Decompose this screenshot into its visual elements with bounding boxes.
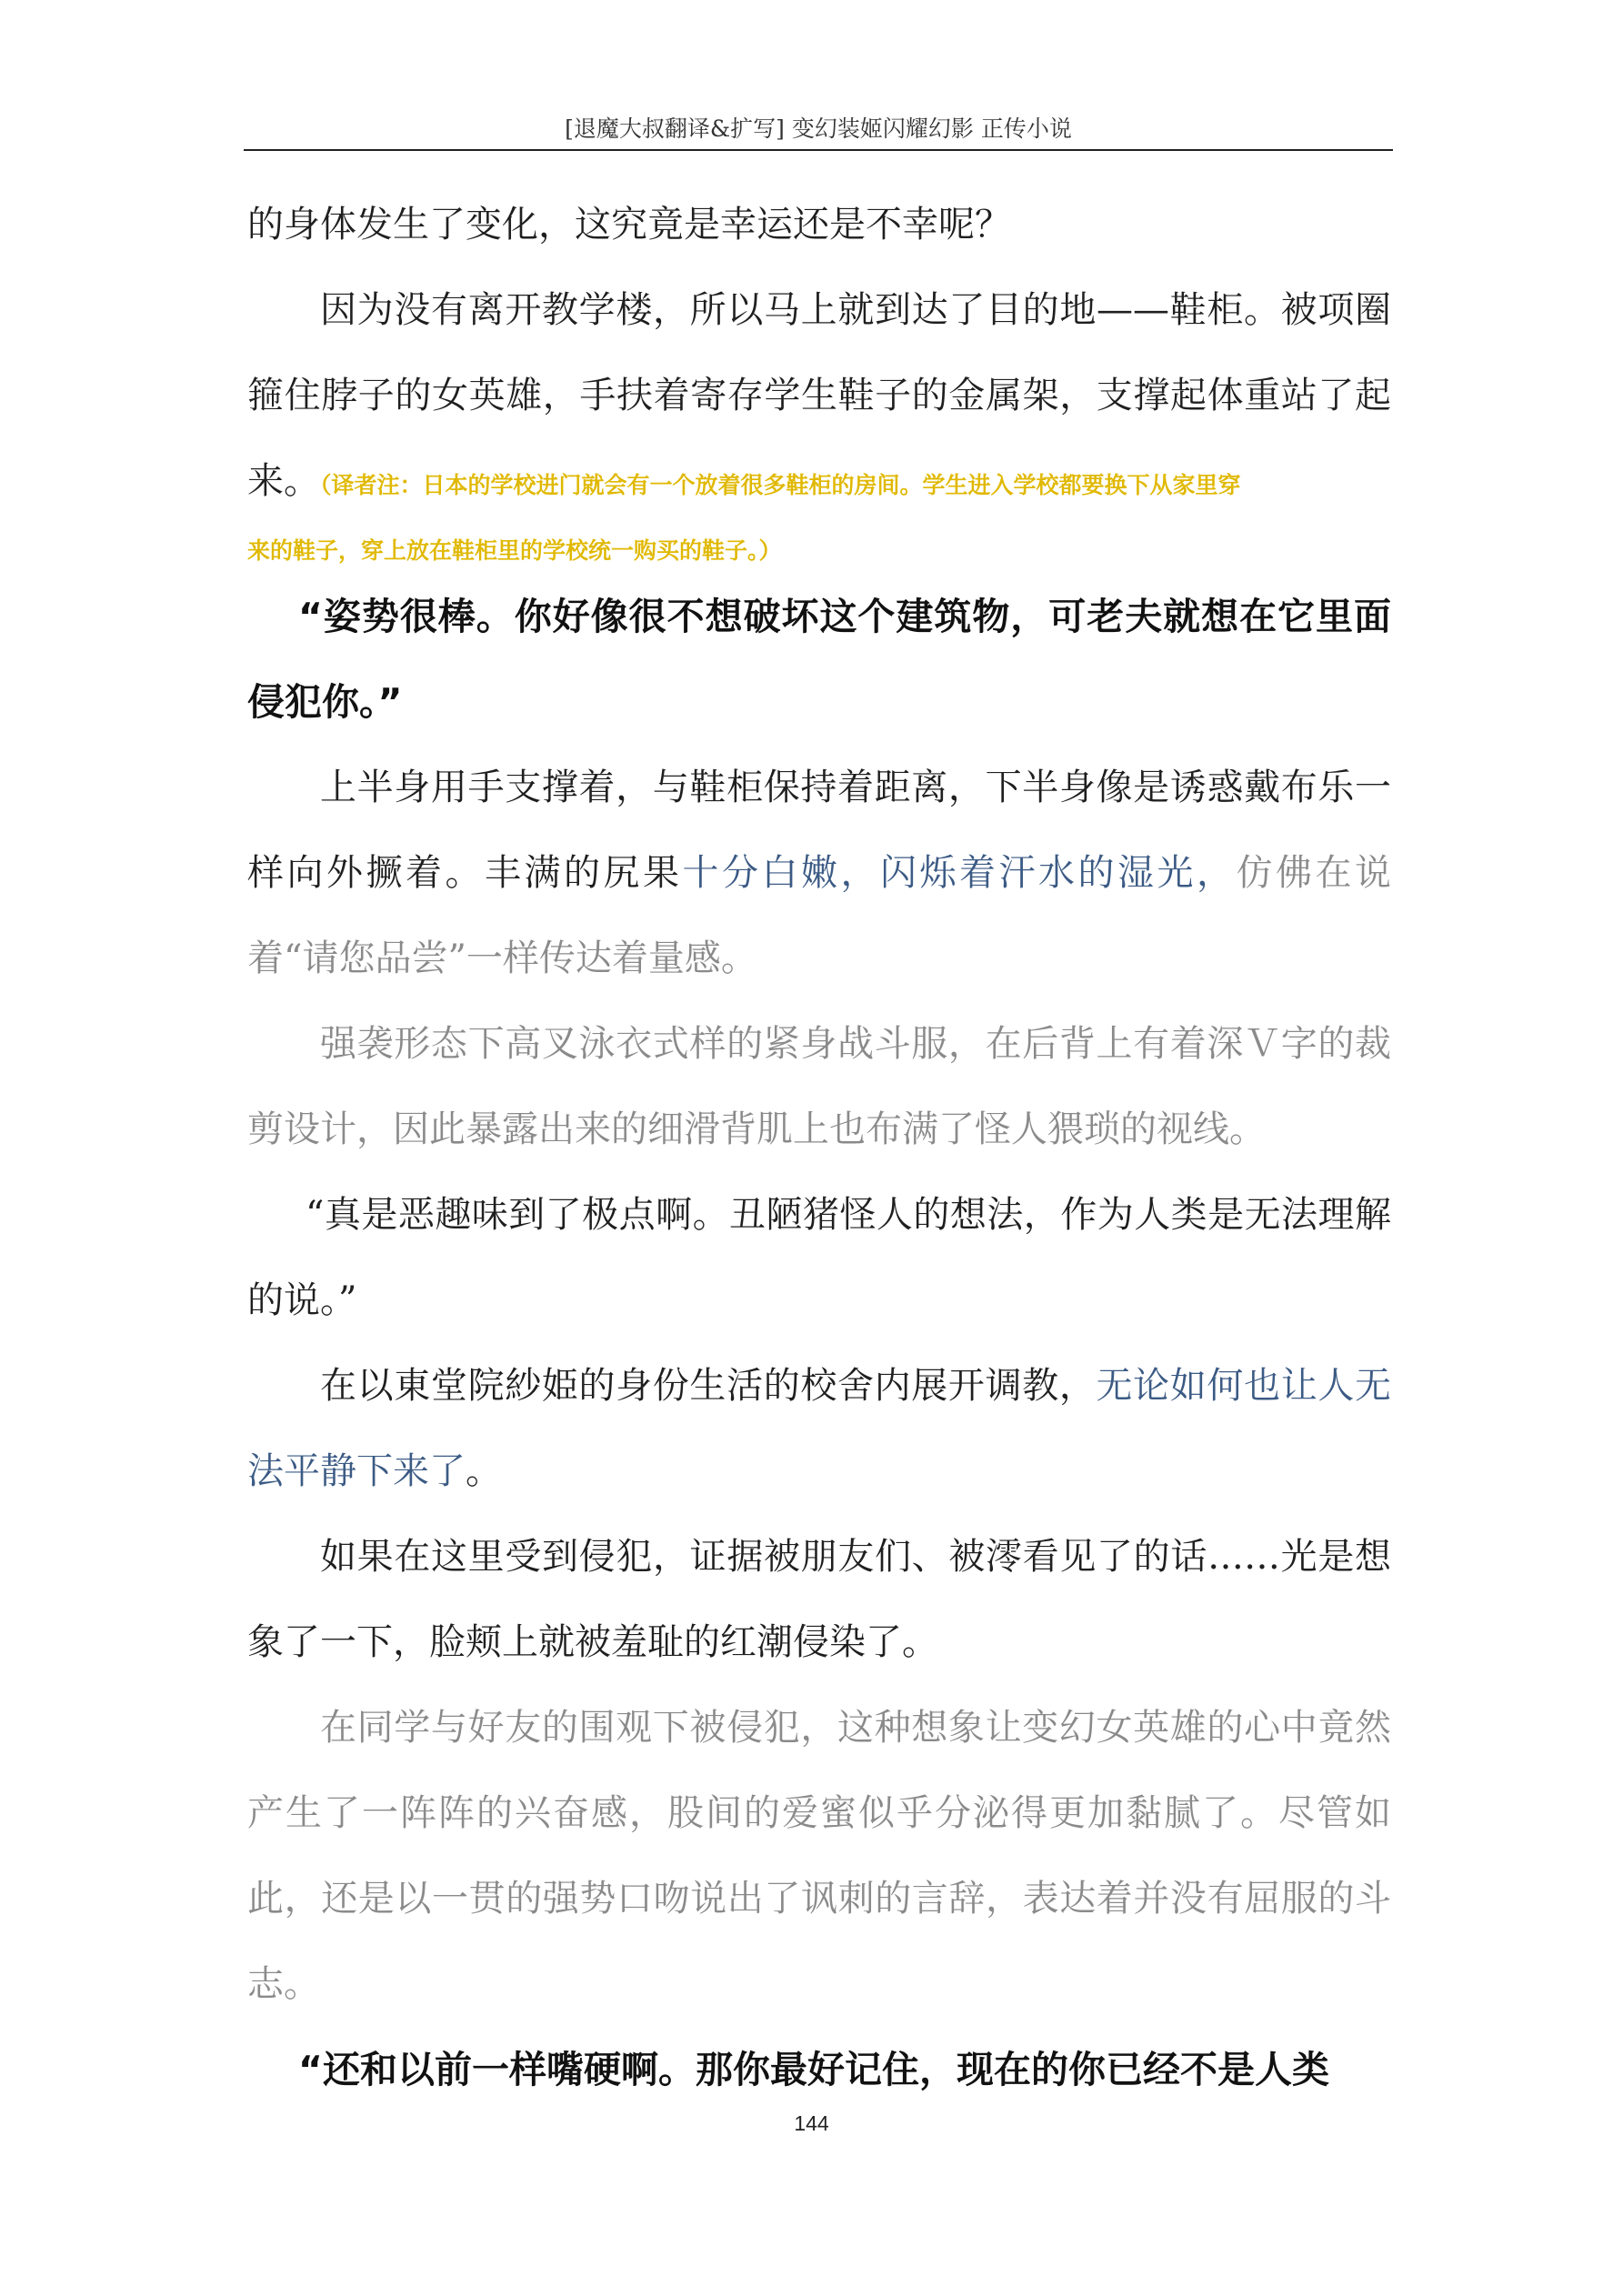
paragraph-7-text-a: 在以東堂院紗姫的身份生活的校舍内展开调教， xyxy=(320,1365,1097,1407)
paragraph-7-highlight: 无论如何也让人无法平静下来了 xyxy=(247,1365,1391,1492)
translator-note-line-2: 来的鞋子，穿上放在鞋柜里的学校统一购买的鞋子。） xyxy=(247,537,782,564)
paragraph-4 xyxy=(247,745,1391,1001)
paragraph-4-text-a: 上半身用手支撑着，与鞋柜保持着距离，下半身像是诱惑戴布乐一样向外撅着。丰满的尻果 xyxy=(247,767,1391,894)
paragraph-7 xyxy=(247,1343,1391,1514)
document-body xyxy=(247,182,1391,2112)
paragraph-10-quote: “还和以前一样嘴硬啊。那你最好记住，现在的你已经不是人类 xyxy=(298,2048,1329,2091)
paragraph-2 xyxy=(247,267,1391,528)
paragraph-4-highlight: 十分白嫩，闪烁着汗水的湿光， xyxy=(682,852,1237,894)
paragraph-2-text: 因为没有离开教学楼，所以马上就到达了目的地——鞋柜。被项圈箍住脖子的女英雄，手扶着寄存学生鞋子的金属架，支撑起体重站了起来。 xyxy=(247,289,1391,502)
paragraph-6: “真是恶趣味到了极点啊。丑陋猪怪人的想法，作为人类是无法理解的说。” xyxy=(247,1194,1391,1321)
running-header: [退魔大叔翻译&扩写] 变幻装姬闪耀幻影 正传小说 xyxy=(565,115,1072,142)
header-divider xyxy=(244,149,1393,151)
paragraph-7-text-c: 。 xyxy=(466,1450,502,1492)
paragraph-5: 强袭形态下高叉泳衣式样的紧身战斗服，在后背上有着深Ｖ字的裁剪设计，因此暴露出来的细滑背肌上也布满了怪人猥琐的视线。 xyxy=(247,1023,1391,1150)
paragraph-1: 的身体发生了变化，这究竟是幸运还是不幸呢？ xyxy=(247,204,1011,246)
paragraph-9: 在同学与好友的围观下被侵犯，这种想象让变幻女英雄的心中竟然产生了一阵阵的兴奋感，股间的爱蜜似乎分泌得更加黏腻了。尽管如此，还是以一贯的强势口吻说出了讽刺的言辞，表达着并没有屈服的斗志。 xyxy=(247,1707,1391,2005)
translator-note-line-1: （译者注：日本的学校进门就会有一个放着很多鞋柜的房间。学生进入学校都要换下从家里穿 xyxy=(320,472,1241,498)
paragraph-4-text-c: 仿佛在说着“请您品尝”一样传达着量感。 xyxy=(247,852,1391,979)
paragraph-8: 如果在这里受到侵犯，证据被朋友们、被澪看见了的话……光是想象了一下，脸颊上就被羞耻的红潮侵染了。 xyxy=(247,1536,1391,1663)
paragraph-3-quote: “姿势很棒。你好像很不想破坏这个建筑物，可老夫就想在它里面侵犯你。” xyxy=(247,595,1391,724)
page-number: 144 xyxy=(794,2111,829,2135)
